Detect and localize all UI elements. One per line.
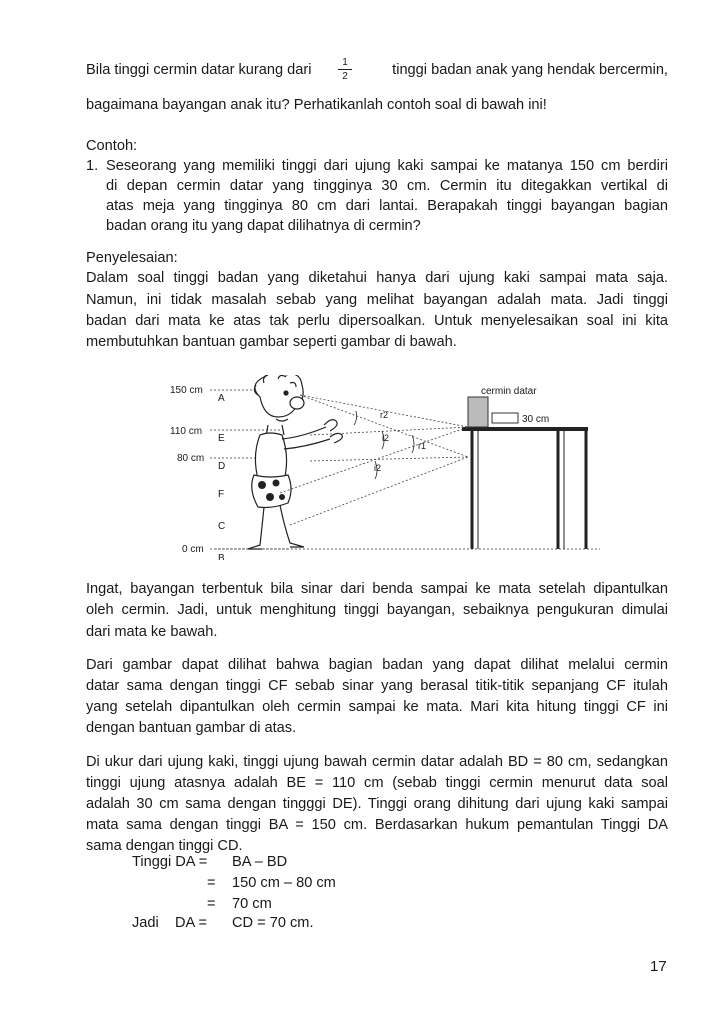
example-number: 1.: [86, 158, 99, 174]
mirror: [468, 397, 488, 427]
intro-line-1a: Bila tinggi cermin datar kurang dari: [86, 62, 312, 78]
example-line: badan orang itu yang dapat dilihatnya di cermin?: [106, 218, 421, 234]
point-label-B: B: [218, 553, 225, 560]
intro-line-1b: tinggi badan anak yang hendak bercermin,: [392, 62, 668, 78]
height-label-80: 80 cm: [177, 453, 205, 464]
after-line: dari mata ke bawah.: [86, 624, 218, 640]
example-line: Seseorang yang memiliki tinggi dari ujung kaki sampai ke matanya 150 cm berdiri: [106, 158, 668, 174]
cf-line: Dari gambar dapat dilihat bahwa bagian badan yang dapat dilihat melalui cermin: [86, 657, 668, 673]
fraction-numerator: 1: [342, 57, 348, 68]
solution-line: badan dari mata ke atas tak perlu dipersoalkan. Untuk menyelesaikan soal ini kita: [86, 313, 668, 329]
after-line: Ingat, bayangan terbentuk bila sinar dari benda sampai ke mata setelah dipantulkan: [86, 581, 668, 597]
calc-row4-left: Jadi DA =: [132, 915, 208, 931]
cf-line: dengan bantuan gambar di atas.: [86, 720, 297, 736]
calc-row3-right: 70 cm: [232, 896, 272, 912]
mirror-reflection-figure: [160, 375, 600, 560]
after-line: oleh cermin. Jadi, untuk menghitung tinggi bayangan, sebaiknya pengukuran dimulai: [86, 602, 668, 618]
mirror-label: cermin datar: [481, 386, 537, 397]
point-label-F: F: [218, 489, 225, 500]
point-label-E: E: [218, 433, 225, 444]
calc-row4-right: CD = 70 cm.: [232, 915, 314, 931]
height-label-110: 110 cm: [170, 426, 203, 437]
example-line: di depan cermin datar yang tingginya 30 cm. Cermin itu ditegakkan vertikal di: [106, 178, 668, 194]
solution-line: Dalam soal tinggi badan yang diketahui hanya dari ujung kaki sampai mata saja.: [86, 270, 668, 286]
point-label-C: C: [218, 521, 226, 532]
measure-line: adalah 30 cm sama dengan tingggi DE). Tinggi orang dihitung dari ujung kaki sampai: [86, 796, 668, 812]
calc-row1-right: BA – BD: [232, 854, 288, 870]
solution-line: Namun, ini tidak masalah sebab yang melihat bayangan adalah mata. Jadi tinggi: [86, 292, 668, 308]
angle-label-r1: r1: [418, 441, 427, 451]
cf-line: datar sama dengan tinggi CF sebab sinar yang berasal titik-titik sepanjang CF itulah: [86, 678, 668, 694]
measure-line: tinggi ujung atasnya adalah BE = 110 cm (sebab tinggi cermin menurut data soal: [86, 775, 668, 791]
measure-line: Di ukur dari ujung kaki, tinggi ujung bawah cermin datar adalah BD = 80 cm, sedangkan: [86, 754, 668, 770]
solution-line: membutuhkan bantuan gambar seperti gambar di bawah.: [86, 334, 457, 350]
angle-label-i2-lower: i2: [374, 463, 382, 473]
example-line: atas meja yang tingginya 80 cm dari lantai. Berapakah tinggi bayangan bagian: [106, 198, 668, 214]
calc-row2-left: =: [207, 875, 216, 891]
cf-line: yang setelah dipantulkan oleh cermin sampai ke mata. Mari kita hitung tinggi CF ini: [86, 699, 668, 715]
measure-line: sama dengan tinggi CD.: [86, 838, 243, 854]
example-heading: Contoh:: [86, 138, 138, 154]
fraction-denominator: 2: [342, 71, 348, 82]
fraction-one-half: [338, 57, 352, 82]
calc-row1-left: Tinggi DA =: [132, 854, 208, 870]
height-label-150: 150 cm: [170, 385, 203, 396]
solution-heading: Penyelesaian:: [86, 250, 178, 266]
measure-line: mata sama dengan tinggi BA = 150 cm. Berdasarkan hukum pemantulan Tinggi DA: [86, 817, 668, 833]
height-label-0: 0 cm: [182, 544, 204, 555]
angle-label-i2: i2: [382, 433, 390, 443]
point-label-D: D: [218, 461, 226, 472]
angle-label-r2: r2: [380, 410, 389, 420]
calc-row3-left: =: [207, 896, 216, 912]
intro-line-2: bagaimana bayangan anak itu? Perhatikanlah contoh soal di bawah ini!: [86, 97, 547, 113]
mirror-size-label: 30 cm: [522, 414, 550, 425]
page-number: 17: [650, 958, 667, 975]
point-label-A: A: [218, 393, 225, 404]
calc-row2-right: 150 cm – 80 cm: [232, 875, 336, 891]
